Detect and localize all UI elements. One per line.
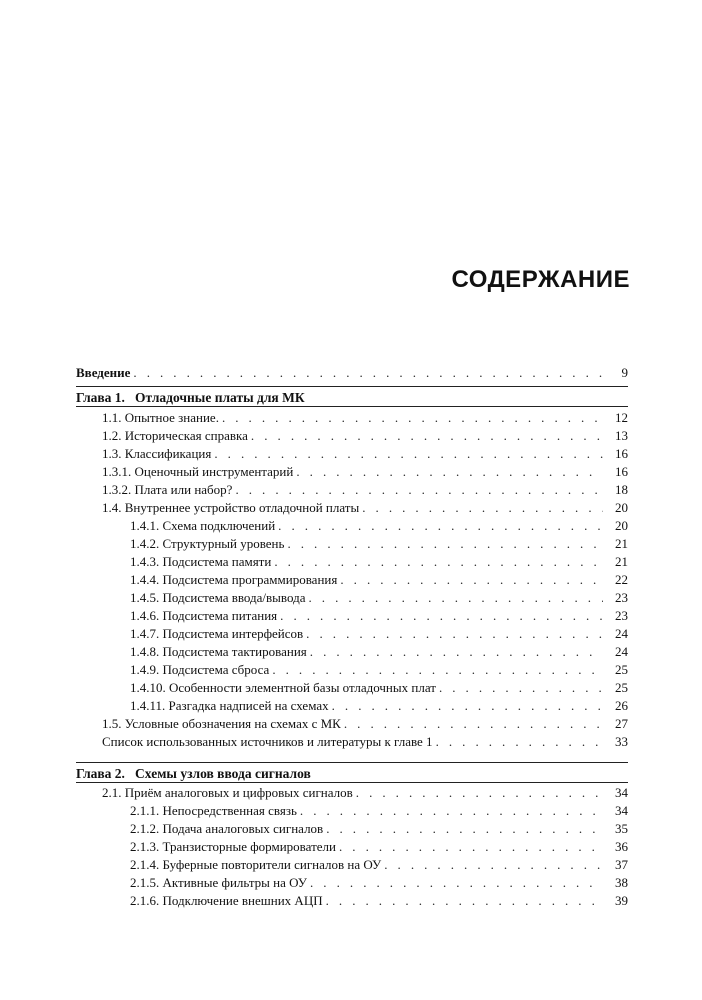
- dot-leader: [326, 820, 603, 838]
- toc-page-number: 34: [615, 803, 628, 818]
- toc-page-number: 20: [615, 518, 628, 533]
- toc-page-number: 16: [615, 464, 628, 479]
- dot-leader: [339, 838, 603, 856]
- toc-entry[interactable]: [130, 517, 628, 535]
- dot-leader: [439, 679, 603, 697]
- toc-entry-intro[interactable]: [76, 364, 628, 382]
- toc-page-number: 39: [615, 893, 628, 908]
- dot-leader: [280, 607, 603, 625]
- toc-page-number: 24: [615, 644, 628, 659]
- toc-entry-text: 1.4.11. Разгадка надписей на схемах: [130, 698, 329, 713]
- toc-entry-text: 2.1.2. Подача аналоговых сигналов: [130, 821, 324, 836]
- toc-entry-text: 1.4.4. Подсистема программирования: [130, 572, 338, 587]
- toc-page-number: 23: [615, 608, 628, 623]
- toc-entry[interactable]: [130, 607, 628, 625]
- toc-entry[interactable]: [102, 463, 628, 481]
- toc-entry-text: 1.4.5. Подсистема ввода/вывода: [130, 590, 306, 605]
- toc-entry-text: 1.3. Классификация: [102, 446, 212, 461]
- toc-entry-text: 1.4.3. Подсистема памяти: [130, 554, 272, 569]
- toc-page-number: 21: [615, 554, 628, 569]
- toc-entry-text: 2.1.3. Транзисторные формирователи: [130, 839, 336, 854]
- toc-page-number: 38: [615, 875, 628, 890]
- toc-entry-text: 2.1.4. Буферные повторители сигналов на ОУ: [130, 857, 382, 872]
- dot-leader: [356, 784, 603, 802]
- dot-leader: [436, 733, 603, 751]
- divider: [76, 406, 628, 407]
- dot-leader: [308, 589, 603, 607]
- toc-entry-text: 1.2. Историческая справка: [102, 428, 248, 443]
- toc-page-number: 25: [615, 680, 628, 695]
- toc-page-number: 27: [615, 716, 628, 731]
- toc-entry[interactable]: [130, 535, 628, 553]
- toc-page-number: 22: [615, 572, 628, 587]
- toc-entry[interactable]: [102, 499, 628, 517]
- dot-leader: [251, 427, 603, 445]
- toc-page-number: 35: [615, 821, 628, 836]
- toc-page-number: 12: [615, 410, 628, 425]
- toc-page-number: 24: [615, 626, 628, 641]
- dot-leader: [332, 697, 603, 715]
- toc-entry-text: 2.1. Приём аналоговых и цифровых сигналов: [102, 785, 353, 800]
- toc-entry-text: 1.5. Условные обозначения на схемах с МК: [102, 716, 341, 731]
- toc-page-number: 26: [615, 698, 628, 713]
- toc-entry-text: 1.4.9. Подсистема сброса: [130, 662, 270, 677]
- toc-entry[interactable]: [130, 553, 628, 571]
- toc-page-number: 18: [615, 482, 628, 497]
- toc-page-number: 23: [615, 590, 628, 605]
- toc-page-number: 20: [615, 500, 628, 515]
- toc-entry-text: 1.4.2. Структурный уровень: [130, 536, 285, 551]
- toc-entry[interactable]: [102, 715, 628, 733]
- dot-leader: [384, 856, 603, 874]
- divider: [76, 782, 628, 783]
- toc-entry[interactable]: [102, 481, 628, 499]
- dot-leader: [235, 481, 603, 499]
- dot-leader: [272, 661, 603, 679]
- toc-page-number: 34: [615, 785, 628, 800]
- toc-entry[interactable]: [130, 838, 628, 856]
- toc-entry-text: 2.1.6. Подключение внешних АЦП: [130, 893, 323, 908]
- toc-entry[interactable]: [130, 625, 628, 643]
- toc-entry-text: 1.4. Внутреннее устройство отладочной платы: [102, 500, 360, 515]
- toc-entry-text: 1.3.1. Оценочный инструментарий: [102, 464, 294, 479]
- dot-leader: [274, 553, 603, 571]
- dot-leader: [300, 802, 603, 820]
- dot-leader: [278, 517, 603, 535]
- divider: [76, 762, 628, 763]
- toc-entry[interactable]: [130, 697, 628, 715]
- toc-page-number: 33: [615, 734, 628, 749]
- toc-entry-text: 1.4.1. Схема подключений: [130, 518, 276, 533]
- dot-leader: [310, 643, 603, 661]
- toc-page-number: 13: [615, 428, 628, 443]
- toc-page-number: 36: [615, 839, 628, 854]
- toc-page-number: 16: [615, 446, 628, 461]
- toc-entry[interactable]: [102, 733, 628, 751]
- toc-entry-text: Введение: [76, 365, 131, 380]
- toc-entry-text: 1.3.2. Плата или набор?: [102, 482, 233, 497]
- divider: [76, 386, 628, 387]
- dot-leader: [214, 445, 603, 463]
- dot-leader: [344, 715, 603, 733]
- chapter-heading-1[interactable]: Глава 1. Отладочные платы для МК: [76, 390, 305, 405]
- dot-leader: [287, 535, 603, 553]
- toc-entry-text: Список использованных источников и литературы к главе 1: [102, 734, 433, 749]
- toc-page-number: 9: [621, 365, 628, 380]
- toc-entry-text: 1.4.8. Подсистема тактирования: [130, 644, 307, 659]
- toc-entry[interactable]: [130, 589, 628, 607]
- toc-page-number: 25: [615, 662, 628, 677]
- dot-leader: [133, 364, 603, 382]
- toc-entry[interactable]: [130, 661, 628, 679]
- toc-entry[interactable]: [130, 874, 628, 892]
- toc-entry-text: 1.4.10. Особенности элементной базы отладочных плат: [130, 680, 436, 695]
- toc-entry-text: 1.4.6. Подсистема питания: [130, 608, 278, 623]
- dot-leader: [362, 499, 603, 517]
- toc-entry[interactable]: [102, 427, 628, 445]
- toc-page-number: 21: [615, 536, 628, 551]
- chapter-heading-2[interactable]: Глава 2. Схемы узлов ввода сигналов: [76, 766, 311, 781]
- toc-entry[interactable]: [102, 445, 628, 463]
- dot-leader: [326, 892, 603, 910]
- toc-entry-text: 2.1.5. Активные фильтры на ОУ: [130, 875, 307, 890]
- dot-leader: [296, 463, 603, 481]
- toc-entry[interactable]: [130, 571, 628, 589]
- toc-page-number: 37: [615, 857, 628, 872]
- toc-entry[interactable]: [130, 856, 628, 874]
- toc-entry[interactable]: [130, 643, 628, 661]
- toc-entry[interactable]: [130, 820, 628, 838]
- toc-entry[interactable]: [102, 409, 628, 427]
- toc-entry[interactable]: [130, 802, 628, 820]
- toc-entry-text: 1.1. Опытное знание.: [102, 410, 219, 425]
- dot-leader: [222, 409, 603, 427]
- page-title: СОДЕРЖАНИЕ: [451, 266, 630, 293]
- dot-leader: [340, 571, 603, 589]
- toc-entry-text: 2.1.1. Непосредственная связь: [130, 803, 297, 818]
- toc-entry[interactable]: [130, 679, 628, 697]
- dot-leader: [306, 625, 603, 643]
- toc-entry-text: 1.4.7. Подсистема интерфейсов: [130, 626, 304, 641]
- toc-entry[interactable]: [102, 784, 628, 802]
- toc-entry[interactable]: [130, 892, 628, 910]
- dot-leader: [310, 874, 603, 892]
